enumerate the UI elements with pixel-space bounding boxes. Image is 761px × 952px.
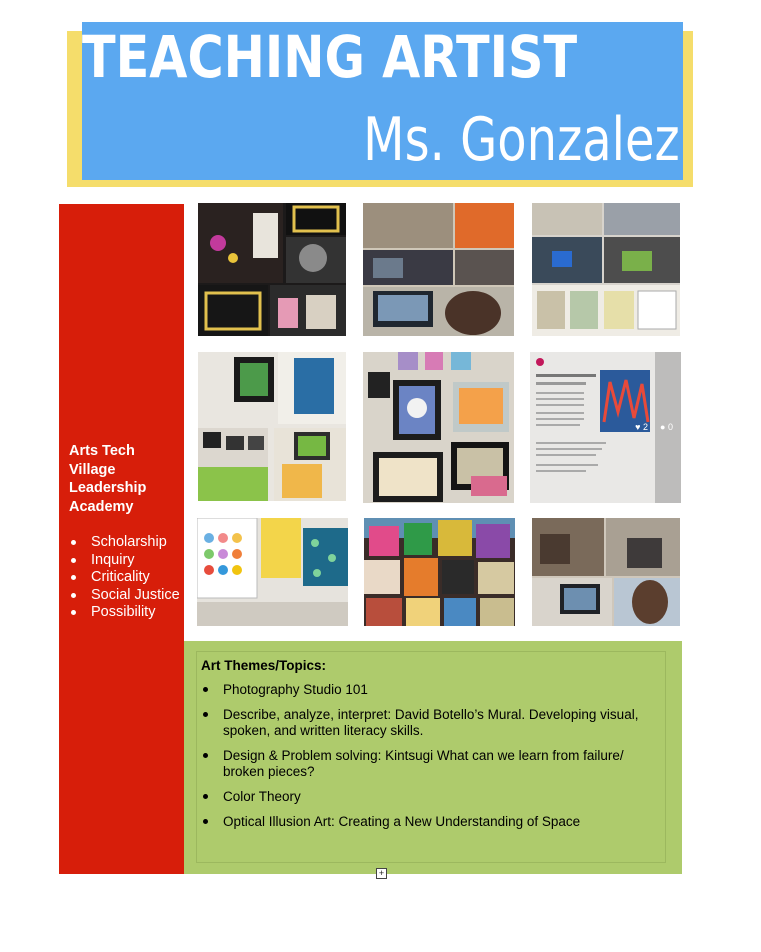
list-item: Social Justice — [69, 587, 181, 605]
header-banner — [82, 22, 683, 180]
photo-mural-hallway — [363, 352, 514, 503]
list-item: Scholarship — [69, 534, 181, 552]
list-item: Design & Problem solving: Kintsugi What can we learn from failure/ broken pieces? — [201, 748, 661, 780]
photo-painted-cubes — [364, 518, 515, 626]
teacher-name: Ms. Gonzalez — [363, 105, 680, 175]
photo-collage-wall-art — [198, 352, 346, 501]
photo-social-post — [530, 352, 681, 503]
bullet-icon — [71, 558, 76, 563]
list-item: Color Theory — [201, 789, 661, 805]
post-stats — [635, 422, 673, 432]
bullet-icon — [203, 794, 208, 799]
bullet-icon — [203, 687, 208, 692]
like-count: ♥ 2 — [635, 422, 649, 432]
bullet-icon — [71, 575, 76, 580]
list-item: Inquiry — [69, 552, 181, 570]
photo-students-computers — [532, 518, 680, 626]
bullet-icon — [203, 819, 208, 824]
list-item: Photography Studio 101 — [201, 682, 661, 698]
values-list — [69, 534, 181, 622]
page-title: TEACHING ARTIST — [82, 23, 578, 91]
photo-collage-computer-lab — [363, 203, 514, 336]
bullet-icon — [203, 753, 208, 758]
bullet-icon — [71, 540, 76, 545]
list-item: Possibility — [69, 604, 181, 622]
resize-handle-icon[interactable]: + — [376, 868, 387, 879]
list-item: Optical Illusion Art: Creating a New Understanding of Space — [201, 814, 661, 830]
school-name: Arts Tech Village Leadership Academy — [69, 443, 147, 515]
themes-list — [201, 682, 661, 839]
list-item: Describe, analyze, interpret: David Botello’s Mural. Developing visual, spoken, and written literacy skills. — [201, 707, 661, 739]
bullet-icon — [203, 712, 208, 717]
photo-collage-installation — [198, 203, 346, 336]
bullet-icon — [71, 610, 76, 615]
comment-count: ● 0 — [660, 422, 673, 432]
sidebar — [59, 204, 184, 874]
photo-collage-classroom — [532, 203, 680, 336]
photo-color-wheel-board — [197, 518, 348, 626]
themes-heading: Art Themes/Topics: — [201, 658, 327, 673]
bullet-icon — [71, 593, 76, 598]
list-item: Criticality — [69, 569, 181, 587]
